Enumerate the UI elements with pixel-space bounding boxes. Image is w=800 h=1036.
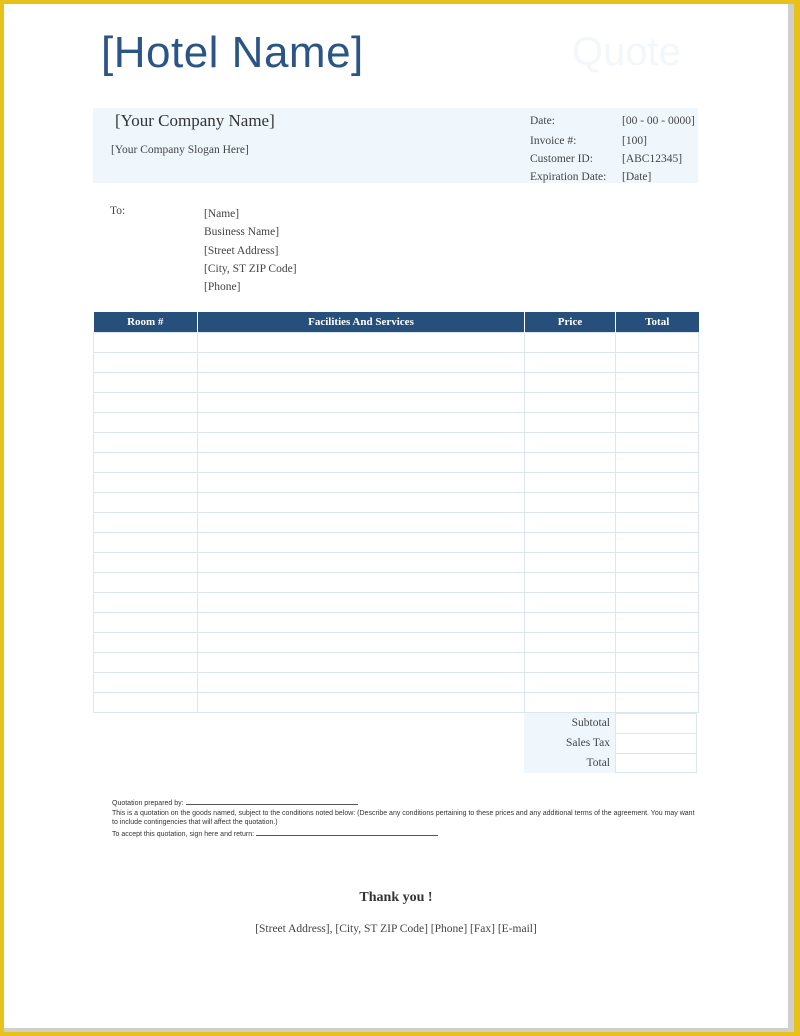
recipient-city: [City, ST ZIP Code] (204, 262, 297, 275)
room-cell[interactable] (94, 573, 198, 593)
date-label: Date: (530, 115, 555, 127)
hotel-name: [Hotel Name] (101, 28, 364, 77)
room-cell[interactable] (94, 333, 198, 353)
room-cell[interactable] (94, 673, 198, 693)
to-label: To: (110, 205, 126, 217)
quote-document (4, 4, 794, 1032)
room-cell[interactable] (94, 393, 198, 413)
facilities-cell[interactable] (198, 333, 525, 353)
table-row (94, 593, 699, 613)
total-cell[interactable] (616, 433, 699, 453)
facilities-cell[interactable] (198, 653, 525, 673)
total-cell[interactable] (616, 613, 699, 633)
quote-title: Quote (572, 30, 681, 74)
price-cell[interactable] (525, 573, 616, 593)
total-cell[interactable] (616, 473, 699, 493)
expiration-date-value: [Date] (622, 171, 652, 183)
total-cell[interactable] (616, 373, 699, 393)
items-table (93, 312, 699, 713)
room-cell[interactable] (94, 693, 198, 713)
facilities-cell[interactable] (198, 673, 525, 693)
table-row (94, 513, 699, 533)
recipient-address (204, 205, 297, 296)
recipient-business: Business Name] (204, 226, 280, 239)
recipient-phone: [Phone] (204, 281, 241, 294)
totals-labels (524, 713, 615, 773)
column-header-price: Price (525, 312, 616, 333)
total-cell[interactable] (616, 553, 699, 573)
table-row (94, 473, 699, 493)
price-cell[interactable] (525, 393, 616, 413)
customer-id-value: [ABC12345] (622, 153, 683, 165)
price-cell[interactable] (525, 693, 616, 713)
facilities-cell[interactable] (198, 533, 525, 553)
room-cell[interactable] (94, 613, 198, 633)
company-slogan: [Your Company Slogan Here] (111, 144, 249, 156)
date-value: [00 - 00 - 0000] (622, 115, 695, 127)
column-header-total: Total (616, 312, 699, 333)
table-row (94, 633, 699, 653)
table-row (94, 333, 699, 353)
total-label: Total (586, 757, 610, 769)
totals-values[interactable] (615, 713, 697, 773)
accept-label: To accept this quotation, sign here and return: (112, 830, 255, 838)
facilities-cell[interactable] (198, 413, 525, 433)
column-header-facilities: Facilities And Services (198, 312, 525, 333)
totals-divider (615, 733, 697, 734)
room-cell[interactable] (94, 633, 198, 653)
recipient-street: [Street Address] (204, 244, 279, 257)
price-cell[interactable] (525, 673, 616, 693)
facilities-cell[interactable] (198, 553, 525, 573)
table-row (94, 533, 699, 553)
total-cell[interactable] (616, 413, 699, 433)
room-cell[interactable] (94, 373, 198, 393)
room-cell[interactable] (94, 593, 198, 613)
totals-divider (615, 753, 697, 754)
room-cell[interactable] (94, 533, 198, 553)
price-cell[interactable] (525, 533, 616, 553)
signature-blank[interactable] (256, 828, 438, 836)
recipient-name: [Name] (204, 208, 240, 220)
total-cell[interactable] (616, 333, 699, 353)
terms-section (112, 797, 702, 839)
facilities-cell[interactable] (198, 393, 525, 413)
sales-tax-label: Sales Tax (565, 737, 610, 749)
facilities-cell[interactable] (198, 693, 525, 713)
table-row (94, 493, 699, 513)
facilities-cell[interactable] (198, 433, 525, 453)
facilities-cell[interactable] (198, 493, 525, 513)
facilities-cell[interactable] (198, 573, 525, 593)
price-cell[interactable] (525, 433, 616, 453)
price-cell[interactable] (525, 413, 616, 433)
total-cell[interactable] (616, 693, 699, 713)
total-cell[interactable] (616, 633, 699, 653)
facilities-cell[interactable] (198, 373, 525, 393)
price-cell[interactable] (525, 553, 616, 573)
prepared-by-blank[interactable] (186, 797, 358, 805)
company-name: [Your Company Name] (115, 111, 275, 130)
facilities-cell[interactable] (198, 633, 525, 653)
facilities-cell[interactable] (198, 453, 525, 473)
room-cell[interactable] (94, 453, 198, 473)
room-cell[interactable] (94, 433, 198, 453)
invoice-value: [100] (622, 135, 647, 147)
table-row (94, 373, 699, 393)
facilities-cell[interactable] (198, 473, 525, 493)
items-table-header (94, 312, 699, 333)
price-cell[interactable] (525, 493, 616, 513)
table-row (94, 693, 699, 713)
table-row (94, 553, 699, 573)
table-row (94, 433, 699, 453)
table-row (94, 413, 699, 433)
customer-id-label: Customer ID: (530, 153, 593, 165)
price-cell[interactable] (525, 373, 616, 393)
room-cell[interactable] (94, 473, 198, 493)
facilities-cell[interactable] (198, 513, 525, 533)
expiration-date-label: Expiration Date: (530, 171, 607, 183)
price-cell[interactable] (525, 473, 616, 493)
total-cell[interactable] (616, 673, 699, 693)
subtotal-label: Subtotal (571, 717, 610, 729)
facilities-cell[interactable] (198, 613, 525, 633)
table-row (94, 453, 699, 473)
prepared-by-line (112, 797, 702, 809)
room-cell[interactable] (94, 513, 198, 533)
items-table-body (94, 333, 699, 713)
total-cell[interactable] (616, 493, 699, 513)
room-cell[interactable] (94, 353, 198, 373)
room-cell[interactable] (94, 413, 198, 433)
table-row (94, 613, 699, 633)
total-cell[interactable] (616, 593, 699, 613)
room-cell[interactable] (94, 653, 198, 673)
price-cell[interactable] (525, 613, 616, 633)
total-cell[interactable] (616, 513, 699, 533)
table-row (94, 353, 699, 373)
table-row (94, 393, 699, 413)
invoice-label: Invoice #: (530, 135, 577, 147)
footer-contact: [Street Address], [City, ST ZIP Code] [Phone] [Fax] [E-mail] (255, 923, 537, 935)
company-info-band (93, 108, 698, 183)
total-cell[interactable] (616, 573, 699, 593)
price-cell[interactable] (525, 633, 616, 653)
accept-line (112, 828, 702, 840)
price-cell[interactable] (525, 353, 616, 373)
price-cell[interactable] (525, 453, 616, 473)
facilities-cell[interactable] (198, 353, 525, 373)
thank-you-message: Thank you ! (359, 890, 433, 905)
total-cell[interactable] (616, 653, 699, 673)
price-cell[interactable] (525, 513, 616, 533)
price-cell[interactable] (525, 653, 616, 673)
terms-conditions: This is a quotation on the goods named, subject to the conditions noted below: (Describe any conditions pertaining to these prices and any additional terms of the agreement. You may want to include contingencies that will affect the quotation.) (112, 809, 695, 826)
total-cell[interactable] (616, 533, 699, 553)
total-cell[interactable] (616, 453, 699, 473)
table-row (94, 573, 699, 593)
prepared-by-label: Quotation prepared by: (112, 800, 184, 807)
table-row (94, 673, 699, 693)
column-header-room: Room # (94, 312, 198, 333)
room-cell[interactable] (94, 493, 198, 513)
room-cell[interactable] (94, 553, 198, 573)
total-cell[interactable] (616, 393, 699, 413)
facilities-cell[interactable] (198, 593, 525, 613)
total-cell[interactable] (616, 353, 699, 373)
table-row (94, 653, 699, 673)
price-cell[interactable] (525, 593, 616, 613)
price-cell[interactable] (525, 333, 616, 353)
